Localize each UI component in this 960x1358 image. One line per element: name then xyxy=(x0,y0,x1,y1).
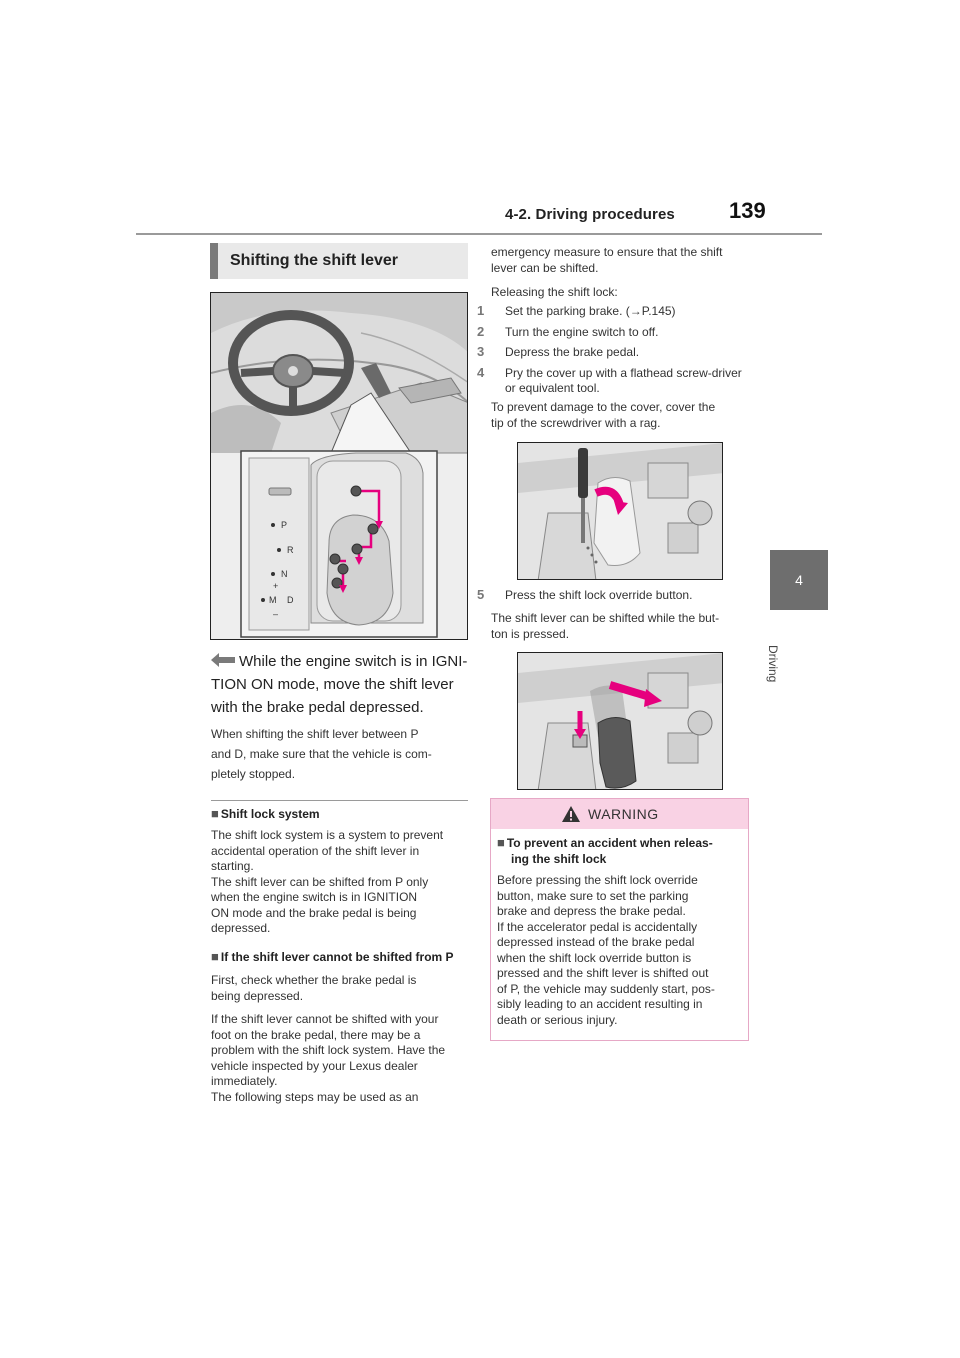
gear-label-p: P xyxy=(281,520,288,530)
shift-lock-body-line: starting. xyxy=(211,859,254,873)
warning-body-line: Before pressing the shift lock override xyxy=(497,873,698,887)
shift-lock-body-line: when the engine switch is in IGNITION xyxy=(211,890,418,904)
gear-label-m: M xyxy=(269,595,277,605)
release-steps-list xyxy=(477,303,753,401)
shift-lock-body-line: ON mode and the brake pedal is being xyxy=(211,905,417,920)
step-text: Pry the cover up with a flathead screw-driver or equivalent tool. xyxy=(505,365,742,395)
cover-note-line: tip of the screwdriver with a rag. xyxy=(491,415,661,430)
gear-label-d: D xyxy=(287,595,294,605)
step-number: 4 xyxy=(477,364,485,380)
page-number: 139 xyxy=(729,198,766,223)
shift-lock-heading: Shift lock system xyxy=(220,807,320,821)
shift-lock-body xyxy=(211,828,469,937)
warning-body-line: pressed and the shift lever is shifted out xyxy=(497,966,709,980)
pry-cover-graphic xyxy=(518,443,723,580)
warning-header xyxy=(491,799,748,829)
gear-label-r: R xyxy=(287,545,294,555)
release-heading: Releasing the shift lock: xyxy=(491,285,618,299)
square-bullet-icon: ■ xyxy=(211,806,219,821)
gear-label-plus: + xyxy=(273,581,279,591)
cover-note-line: To prevent damage to the cover, cover the xyxy=(491,400,716,414)
release-step-5 xyxy=(477,587,767,604)
intro-line-2: TION ON mode, move the shift lever xyxy=(211,676,454,693)
warning-triangle-icon xyxy=(561,805,581,823)
warning-body-line: depressed instead of the brake pedal xyxy=(497,935,695,949)
step-text: Depress the brake pedal. xyxy=(505,345,640,359)
override-button-illustration xyxy=(517,652,723,790)
gear-label-n: N xyxy=(281,569,288,579)
warning-body-line: sibly leading to an accident resulting in xyxy=(497,997,703,1011)
step-number: 1 xyxy=(477,303,485,318)
warning-body-line: of P, the vehicle may suddenly start, pos- xyxy=(497,981,715,996)
cannot-shift-line: being depressed. xyxy=(211,988,304,1003)
chapter-tab-label-text: Driving xyxy=(766,645,780,683)
chapter-tab: 4 xyxy=(770,550,828,610)
section-title: Shifting the shift lever xyxy=(210,243,468,279)
release-step xyxy=(477,323,753,341)
cannot-shift-line: immediately. xyxy=(211,1074,278,1088)
step-number: 2 xyxy=(477,323,485,339)
intro-instruction xyxy=(211,650,481,719)
warning-body-line: brake and depress the brake pedal. xyxy=(497,904,686,918)
cannot-shift-line: First, check whether the brake pedal is xyxy=(211,973,417,987)
cannot-shift-heading-row xyxy=(211,949,473,966)
continuation-line: emergency measure to ensure that the shift xyxy=(491,245,723,259)
warning-heading xyxy=(497,835,747,867)
shift-lock-body-line: accidental operation of the shift lever in xyxy=(211,843,420,858)
warning-body-line: If the accelerator pedal is accidentally xyxy=(497,919,698,934)
warning-heading-line: ing the shift lock xyxy=(511,851,607,866)
release-step xyxy=(477,364,753,397)
pry-cover-illustration xyxy=(517,442,723,580)
shift-lock-body-line: depressed. xyxy=(211,921,271,935)
running-header-section: 4-2. Driving procedures xyxy=(505,206,675,223)
intro-note-line-1: When shifting the shift lever between P xyxy=(211,727,419,741)
after-step-text xyxy=(491,611,753,642)
header-rule xyxy=(136,233,822,235)
after-step-line: ton is pressed. xyxy=(491,626,570,641)
intro-line-1: While the engine switch is in IGNI- xyxy=(239,653,468,670)
warning-box xyxy=(490,798,749,1041)
step-text: Set the parking brake. (→P.145) xyxy=(505,304,676,318)
warning-body xyxy=(497,873,747,1028)
after-step-line: The shift lever can be shifted while the but- xyxy=(491,611,720,625)
warning-body-line: button, make sure to set the parking xyxy=(497,888,689,903)
shift-lock-body-line: The shift lever can be shifted from P only xyxy=(211,874,429,889)
cannot-shift-paragraph-2 xyxy=(211,1012,473,1105)
cannot-shift-paragraph-1 xyxy=(211,973,469,1004)
release-step xyxy=(477,344,753,361)
step-number: 3 xyxy=(477,344,485,359)
shift-lock-heading-row xyxy=(211,806,469,823)
intro-note-line-2: and D, make sure that the vehicle is com- xyxy=(211,747,432,761)
intro-note xyxy=(211,724,469,784)
override-button-graphic xyxy=(518,653,723,790)
shift-lock-body-line: The shift lock system is a system to prevent xyxy=(211,828,444,842)
warning-body-line: when the shift lock override button is xyxy=(497,950,692,965)
continuation-line: lever can be shifted. xyxy=(491,260,599,275)
continuation-text xyxy=(491,245,753,276)
step-text: Turn the engine switch to off. xyxy=(505,324,659,339)
shift-lever-illustration-graphic xyxy=(211,293,468,640)
step-text: Press the shift lock override button. xyxy=(505,588,693,602)
shift-lever-illustration xyxy=(210,292,468,640)
square-bullet-icon: ■ xyxy=(211,949,219,964)
chapter-tab-label xyxy=(766,615,828,683)
intro-note-line-3: pletely stopped. xyxy=(211,767,296,781)
cover-note xyxy=(491,400,753,431)
step-number: 5 xyxy=(477,587,485,602)
warning-heading-line: To prevent an accident when releas- xyxy=(506,836,713,850)
intro-line-3: with the brake pedal depressed. xyxy=(211,699,424,716)
cannot-shift-line: If the shift lever cannot be shifted with your xyxy=(211,1012,439,1026)
section-divider xyxy=(211,800,468,801)
cannot-shift-heading: If the shift lever cannot be shifted from P xyxy=(220,950,454,964)
square-bullet-icon: ■ xyxy=(497,835,505,850)
cannot-shift-line: foot on the brake pedal, there may be a xyxy=(211,1027,421,1042)
warning-body-line: death or serious injury. xyxy=(497,1012,618,1027)
cannot-shift-line: vehicle inspected by your Lexus dealer xyxy=(211,1058,418,1073)
cannot-shift-line: The following steps may be used as an xyxy=(211,1089,419,1104)
cannot-shift-line: problem with the shift lock system. Have the xyxy=(211,1043,446,1057)
gear-label-minus: – xyxy=(273,609,279,619)
warning-label: WARNING xyxy=(588,806,659,822)
release-step xyxy=(477,303,753,320)
